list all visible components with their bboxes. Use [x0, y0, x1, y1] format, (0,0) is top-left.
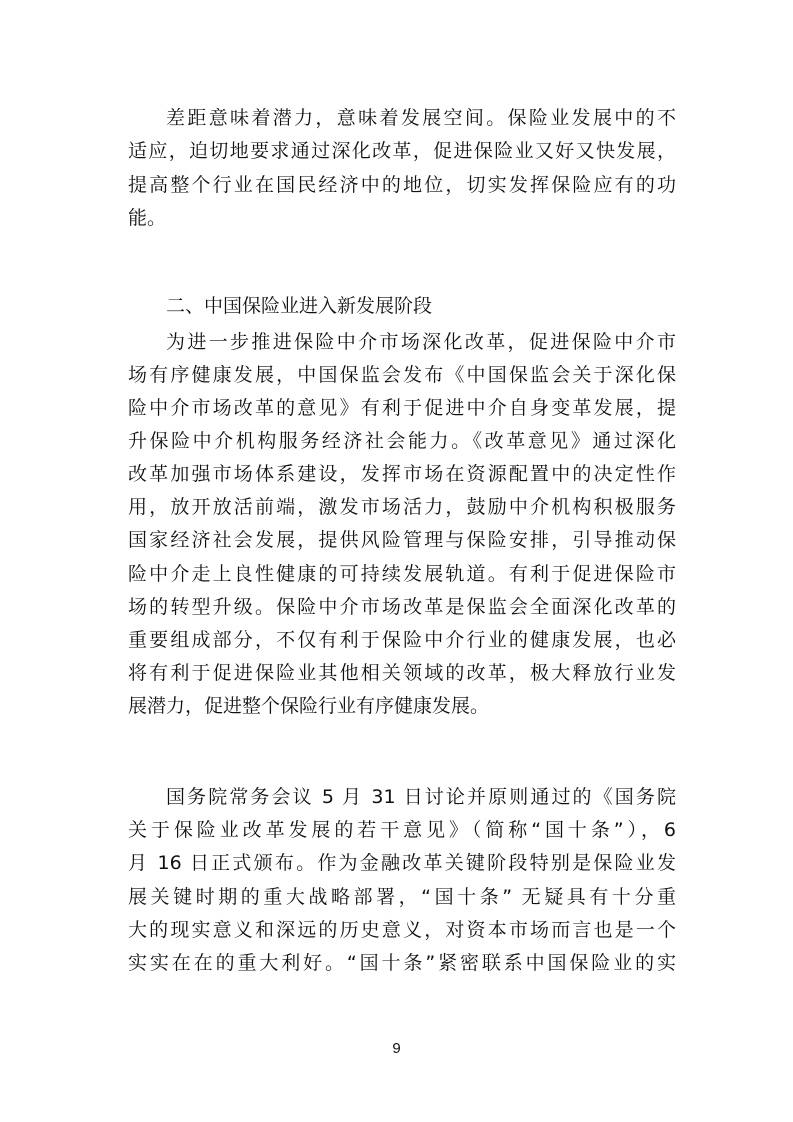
text-line: 改革加强市场体系建设，发挥市场在资源配置中的决定性作 — [128, 463, 676, 485]
text-line: 场的转型升级。保险中介市场改革是保监会全面深化改革的 — [128, 596, 676, 618]
text-line: 关于保险业改革发展的若干意见》（简称“国十条”），6 — [128, 819, 676, 841]
text-line: 展潜力，促进整个保险行业有序健康发展。 — [128, 695, 490, 717]
text-line: 实实在在的重大利好。“国十条”紧密联系中国保险业的实 — [128, 952, 676, 974]
text-line: 场有序健康发展，中国保监会发布《中国保监会关于深化保 — [128, 364, 676, 386]
text-line: 提高整个行业在国民经济中的地位，切实发挥保险应有的功 — [128, 174, 676, 196]
text-line: 适应，迫切地要求通过深化改革，促进保险业又好又快发展， — [128, 140, 676, 162]
text-line: 能。 — [128, 207, 167, 229]
text-line: 国务院常务会议 5 月 31 日讨论并原则通过的《国务院 — [166, 786, 676, 808]
text-line: 差距意味着潜力，意味着发展空间。保险业发展中的不 — [166, 107, 676, 129]
text-line: 展关键时期的重大战略部署，“国十条” 无疑具有十分重 — [128, 886, 676, 908]
text-line: 用，放开放活前端，激发市场活力，鼓励中介机构积极服务 — [128, 496, 676, 518]
text-line: 重要组成部分，不仅有利于保险中介行业的健康发展，也必 — [128, 629, 676, 651]
page-number: 9 — [392, 1040, 401, 1057]
text-line: 大的现实意义和深远的历史意义，对资本市场而言也是一个 — [128, 919, 676, 941]
text-line: 月 16 日正式颁布。作为金融改革关键阶段特别是保险业发 — [128, 852, 676, 874]
text-line: 升保险中介机构服务经济社会能力。《改革意见》通过深化 — [128, 430, 676, 452]
text-line: 险中介走上良性健康的可持续发展轨道。有利于促进保险市 — [128, 563, 676, 585]
section-heading-text: 二、中国保险业进入新发展阶段 — [166, 295, 433, 317]
text-line: 将有利于促进保险业其他相关领域的改革，极大释放行业发 — [128, 662, 676, 684]
text-line: 为进一步推进保险中介市场深化改革，促进保险中介市 — [166, 331, 676, 353]
text-line: 险中介市场改革的意见》有利于促进中介自身变革发展，提 — [128, 397, 676, 419]
text-line: 国家经济社会发展，提供风险管理与保险安排，引导推动保 — [128, 529, 676, 551]
